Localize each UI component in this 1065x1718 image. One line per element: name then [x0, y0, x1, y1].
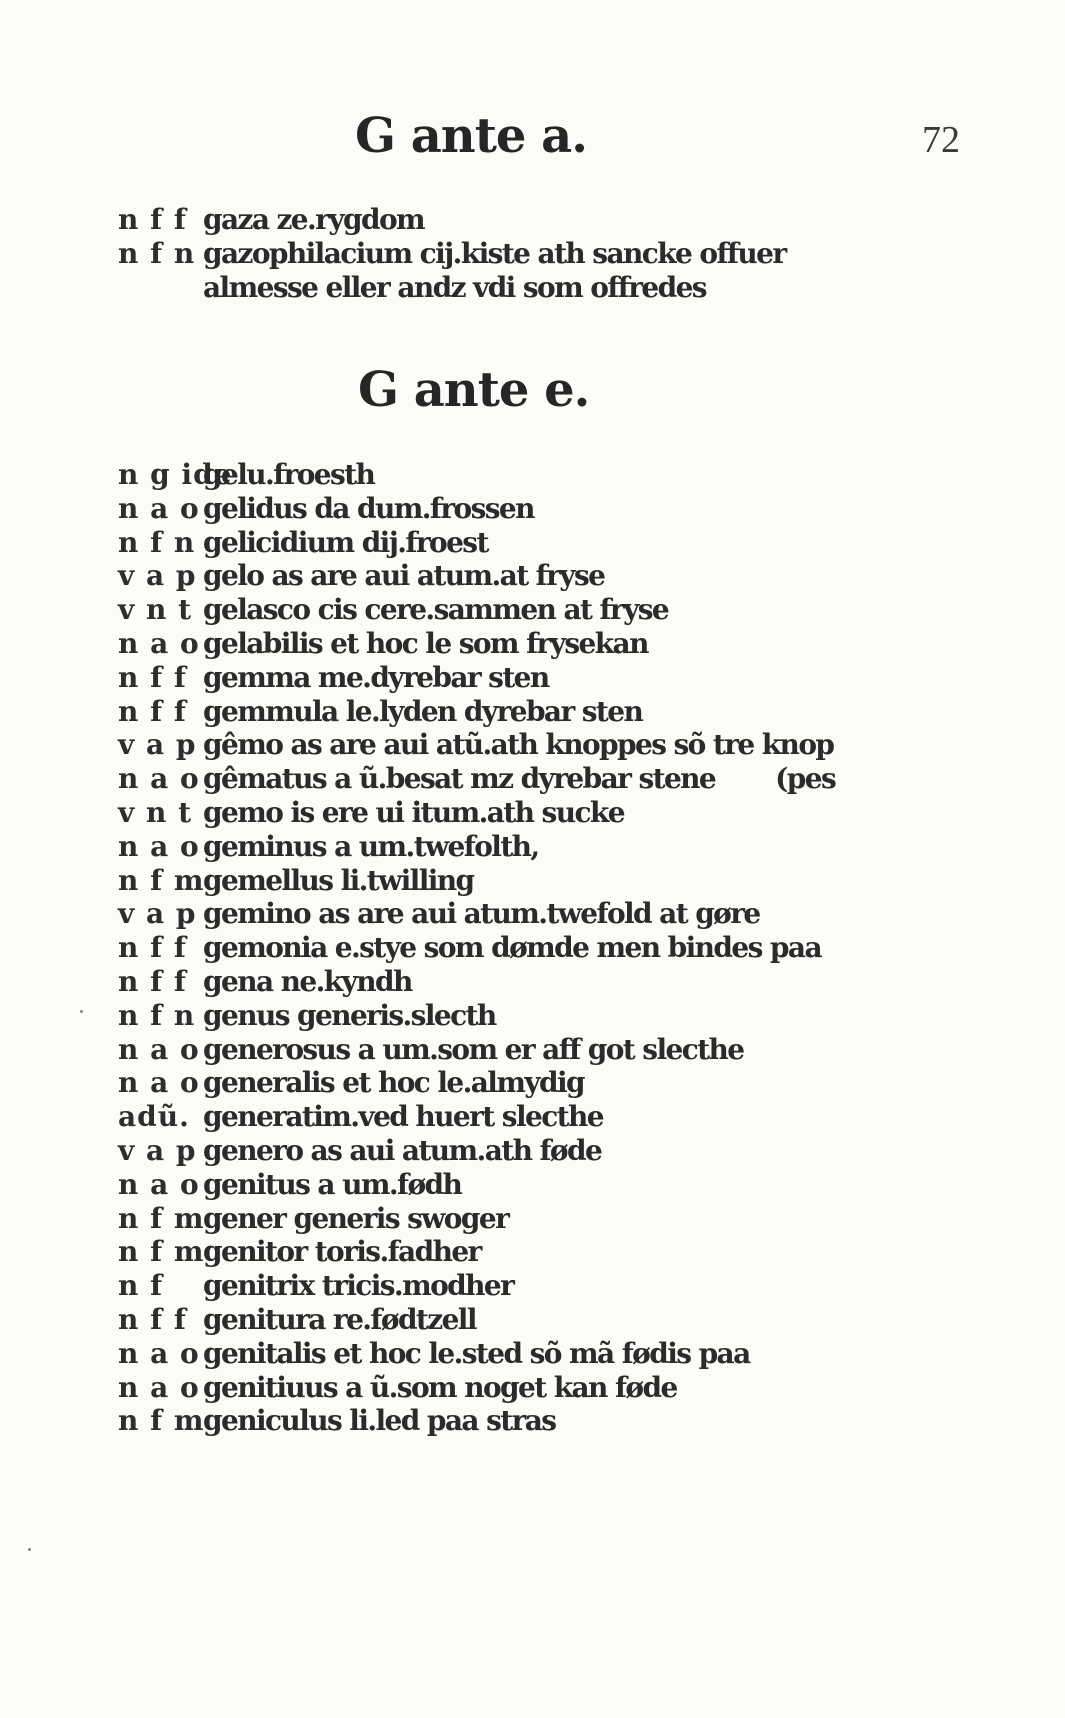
entry-text — [203, 627, 648, 661]
entry-grammar-code: n a o — [118, 1066, 200, 1100]
entry-grammar-code: n f f — [118, 931, 187, 965]
entry-grammar-code: v a p — [118, 897, 197, 931]
dictionary-entry — [118, 1066, 1018, 1100]
entry-grammar-code: n f n — [118, 525, 196, 559]
entry-grammar-code: n f n — [118, 236, 196, 270]
entry-text — [203, 965, 412, 999]
entry-grammar-code: n f n — [118, 998, 196, 1032]
entry-text — [203, 492, 534, 526]
entry-text-main: gelasco cis cere.sammen at fryse — [203, 593, 669, 627]
entry-text-main: gêmo as are aui atũ.ath knoppes sõ tre knop — [203, 728, 834, 762]
entry-text: gazophilacium cij.kiste ath sancke offuer — [203, 236, 786, 270]
entry-text — [203, 931, 821, 965]
entry-text-main: genus generis.slecth — [203, 998, 496, 1032]
dictionary-entry — [118, 1134, 1018, 1168]
entry-text-main: genitiuus a ũ.som noget kan føde — [203, 1370, 677, 1404]
dictionary-entry — [118, 1202, 1018, 1236]
entry-grammar-code: v a p — [118, 1133, 197, 1167]
entry-text-main: genitor toris.fadher — [203, 1235, 481, 1269]
entry-text-main: gemellus li.twilling — [203, 863, 474, 897]
paper-speck — [28, 1548, 31, 1551]
entry-text: gaza ze.rygdom — [203, 203, 425, 236]
entry-text — [203, 999, 496, 1033]
entry-text-main: gena ne.kyndh — [203, 964, 412, 998]
entry-text — [203, 1033, 743, 1067]
entry-text-main: genitrix tricis.modher — [203, 1269, 514, 1303]
entry-grammar-code: n f m — [118, 863, 205, 897]
dictionary-entry — [118, 661, 1018, 695]
paper-speck — [80, 1010, 83, 1013]
entries-section-e — [118, 458, 1018, 1438]
entry-text — [203, 1134, 601, 1168]
entry-text — [203, 1269, 513, 1303]
dictionary-entry — [118, 728, 1018, 762]
dictionary-entry-continuation — [118, 271, 1018, 305]
dictionary-entry — [118, 1371, 1018, 1405]
entry-text — [203, 897, 760, 931]
entry-text — [203, 864, 474, 898]
entry-grammar-code: v a p — [118, 728, 197, 762]
entry-text-main: genero as aui atum.ath føde — [203, 1133, 602, 1167]
dictionary-entry — [118, 999, 1018, 1033]
entry-text-main: genitalis et hoc le.sted sõ mã fødis paa — [203, 1336, 750, 1370]
entry-text — [203, 1168, 461, 1202]
entry-text-main: genitus a um.fødh — [203, 1167, 462, 1201]
entry-text-main: gemonia e.stye som dømde men bindes paa — [203, 931, 821, 965]
dictionary-entry — [118, 1404, 1018, 1438]
entry-text-main: gemo is ere ui itum.ath sucke — [203, 795, 624, 829]
dictionary-entry — [118, 1303, 1018, 1337]
entry-text — [203, 762, 835, 796]
entry-grammar-code: n f m — [118, 1235, 205, 1269]
entry-text-main: geniculus li.led paa stras — [203, 1404, 556, 1438]
entry-text — [203, 1337, 750, 1371]
dictionary-entry — [118, 1235, 1018, 1269]
entry-text-main: gelu.froesth — [203, 458, 375, 491]
entry-grammar-code: n a o — [118, 1336, 200, 1370]
dictionary-entry — [118, 762, 1018, 796]
dictionary-entry — [118, 593, 1018, 627]
entries-section-a — [118, 203, 1018, 304]
entry-grammar-code: n f f — [118, 203, 187, 236]
dictionary-entry — [118, 526, 1018, 560]
dictionary-entry — [118, 965, 1018, 999]
entry-grammar-code: n f f — [118, 964, 187, 998]
entry-grammar-code: v a p — [118, 559, 197, 593]
entry-text — [203, 1066, 584, 1100]
entry-grammar-code: v n t — [118, 795, 193, 829]
entry-grammar-code: n a o — [118, 762, 200, 796]
entry-text-main: geminus a um.twefolth, — [203, 829, 539, 863]
section-heading-g-ante-e: G ante e. — [358, 362, 590, 418]
entry-text — [203, 559, 604, 593]
entry-text-main: generatim.ved huert slecthe — [203, 1100, 603, 1134]
entry-grammar-code: n f — [118, 1269, 164, 1303]
entry-text-main: gemma me.dyrebar sten — [203, 660, 549, 694]
entry-text — [203, 593, 668, 627]
page-number: 72 — [922, 119, 960, 161]
dictionary-entry — [118, 830, 1018, 864]
entry-grammar-code: v n t — [118, 593, 193, 627]
dictionary-entry — [118, 695, 1018, 729]
entry-text-main: genitura re.fødtzell — [203, 1302, 476, 1336]
dictionary-entry — [118, 627, 1018, 661]
entry-text-main: gelicidium dij.froest — [203, 525, 488, 559]
entry-text — [203, 830, 539, 864]
entry-grammar-code: n a o — [118, 829, 200, 863]
entry-text — [203, 1100, 603, 1134]
section-heading-g-ante-a: G ante a. — [355, 108, 587, 164]
entry-text — [203, 526, 488, 560]
dictionary-entry — [118, 492, 1018, 526]
entry-text — [203, 458, 374, 492]
entry-grammar-code: n a o — [118, 626, 200, 660]
entry-grammar-code: n g ide — [118, 458, 233, 491]
entry-text-main: gelo as are aui atum.at fryse — [203, 559, 605, 593]
entry-text-main: gener generis swoger — [203, 1201, 509, 1235]
entry-grammar-code: n f f — [118, 660, 187, 694]
entry-text-main: generosus a um.som er aff got slecthe — [203, 1032, 744, 1066]
dictionary-entry — [118, 1269, 1018, 1303]
entry-text — [203, 1202, 508, 1236]
entry-grammar-code: n f f — [118, 694, 187, 728]
entry-grammar-code: adũ. — [118, 1100, 190, 1134]
entry-grammar-code: n a o — [118, 1032, 200, 1066]
entry-grammar-code: n a o — [118, 1370, 200, 1404]
entry-grammar-code: n a o — [118, 491, 200, 525]
entry-text-main: gelabilis et hoc le som frysekan — [203, 626, 648, 660]
entry-text — [203, 695, 642, 729]
entry-trailing-fragment: (pes — [775, 762, 836, 796]
entry-text — [203, 1371, 677, 1405]
entry-text-main: gemmula le.lyden dyrebar sten — [203, 694, 643, 728]
dictionary-entry — [118, 1337, 1018, 1371]
entry-text-main: gêmatus a ũ.besat mz dyrebar stene — [203, 762, 716, 796]
dictionary-entry — [118, 796, 1018, 830]
dictionary-entry — [118, 897, 1018, 931]
dictionary-entry — [118, 1100, 1018, 1134]
entry-text-main: gemino as are aui atum.twefold at gøre — [203, 897, 760, 931]
entry-text — [203, 1303, 476, 1337]
dictionary-entry — [118, 458, 1018, 492]
dictionary-entry — [118, 559, 1018, 593]
dictionary-entry — [118, 237, 1018, 271]
dictionary-entry — [118, 1168, 1018, 1202]
dictionary-entry — [118, 203, 1018, 237]
dictionary-entry — [118, 931, 1018, 965]
entry-text — [203, 796, 624, 830]
entry-text-main: gelidus da dum.frossen — [203, 491, 534, 525]
entry-grammar-code: n a o — [118, 1167, 200, 1201]
dictionary-entry — [118, 1033, 1018, 1067]
entry-grammar-code: n f m — [118, 1404, 205, 1438]
dictionary-entry — [118, 864, 1018, 898]
entry-text — [203, 1404, 555, 1438]
entry-text — [203, 661, 549, 695]
entry-grammar-code: n f m — [118, 1201, 205, 1235]
entry-text: almesse eller andz vdi som offredes — [203, 270, 706, 304]
entry-grammar-code: n f f — [118, 1302, 187, 1336]
entry-text — [203, 728, 833, 762]
entry-text-main: generalis et hoc le.almydig — [203, 1066, 585, 1100]
entry-text — [203, 1235, 481, 1269]
